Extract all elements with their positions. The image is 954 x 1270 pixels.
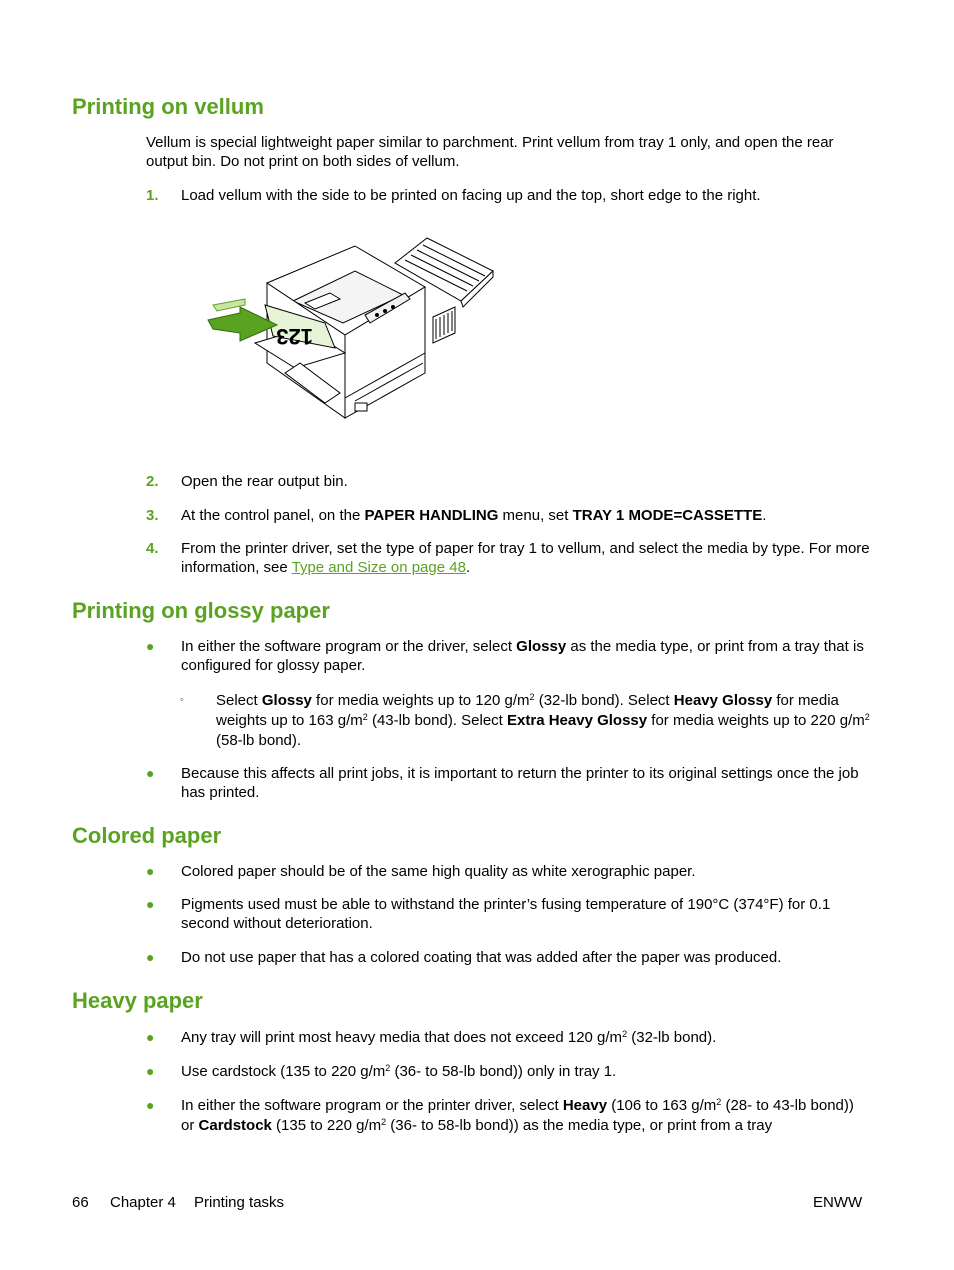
footer-section: Printing tasks (194, 1194, 285, 1211)
bullet-icon: ● (146, 863, 155, 879)
list-item: Pigments used must be able to withstand the printer’s fusing temperature of 190°C (374°F) for 0.1 second without deterioration. (181, 896, 831, 932)
list-item: Select Glossy for media weights up to 120 $g/m^2$ (32-lb bond). Select Heavy Glossy for media weights up to 163 $g/m^2$ (43-lb bond). Select Extra Heavy Glossy for media weights up to 220 $g/m^2$ (58-lb bond). (216, 692, 870, 749)
type-and-size-link[interactable]: Type and Size on page 48 (291, 559, 466, 576)
heading-colored-paper: Colored paper (72, 823, 222, 848)
bullet-icon: ● (146, 1063, 155, 1079)
list-item: In either the software program or the printer driver, select Heavy (106 to 163 $g/m^2$ (28- to 43-lb bond)) or Cardstock (135 to 220 $g/m^2$ (36- to 58-lb bond)) as the media type, or print from a tray (181, 1097, 854, 1134)
printer-loading-vellum-illustration (205, 233, 500, 423)
step-number: 1. (146, 187, 159, 204)
list-item: Any tray will print most heavy media that does not exceed 120 $g/m^2$ (32-lb bond). (181, 1029, 717, 1046)
step-number: 4. (146, 540, 159, 557)
footer-chapter: Chapter 4 (110, 1194, 176, 1211)
heading-printing-on-glossy-paper: Printing on glossy paper (72, 598, 330, 623)
list-item: Use cardstock (135 to 220 $g/m^2$ (36- to 58-lb bond)) only in tray 1. (181, 1063, 617, 1080)
step-text: Open the rear output bin. (181, 473, 348, 490)
step-text: At the control panel, on the PAPER HANDLING menu, set TRAY 1 MODE=CASSETTE. (181, 507, 767, 524)
bullet-icon: ● (146, 949, 155, 965)
list-item: Do not use paper that has a colored coating that was added after the paper was produced. (181, 949, 782, 966)
heading-printing-on-vellum: Printing on vellum (72, 94, 264, 119)
list-item: Because this affects all print jobs, it is important to return the printer to its original settings once the job has printed. (181, 765, 859, 801)
page-number: 66 (72, 1194, 89, 1211)
list-item: Colored paper should be of the same high quality as white xerographic paper. (181, 863, 696, 880)
paper-label: 123 (276, 324, 313, 349)
bullet-icon: ● (146, 765, 155, 781)
vellum-intro: Vellum is special lightweight paper similar to parchment. Print vellum from tray 1 only, and open the rear output bin. Do not print on both sides of vellum. (146, 134, 834, 170)
bullet-icon: ● (146, 1097, 155, 1113)
step-text: From the printer driver, set the type of paper for tray 1 to vellum, and select the media by type. For more information, see Type and Size on page 48. (181, 540, 870, 576)
list-item: In either the software program or the driver, select Glossy as the media type, or print from a tray that is configured for glossy paper. (181, 638, 864, 674)
step-text: Load vellum with the side to be printed on facing up and the top, short edge to the right. (181, 187, 761, 204)
bullet-icon: ● (146, 1029, 155, 1045)
bullet-icon: ● (146, 896, 155, 912)
step-number: 2. (146, 473, 159, 490)
sub-bullet-icon: ◦ (180, 694, 184, 706)
bullet-icon: ● (146, 638, 155, 654)
footer-code: ENWW (813, 1194, 863, 1211)
step-number: 3. (146, 507, 159, 524)
heading-heavy-paper: Heavy paper (72, 988, 203, 1013)
